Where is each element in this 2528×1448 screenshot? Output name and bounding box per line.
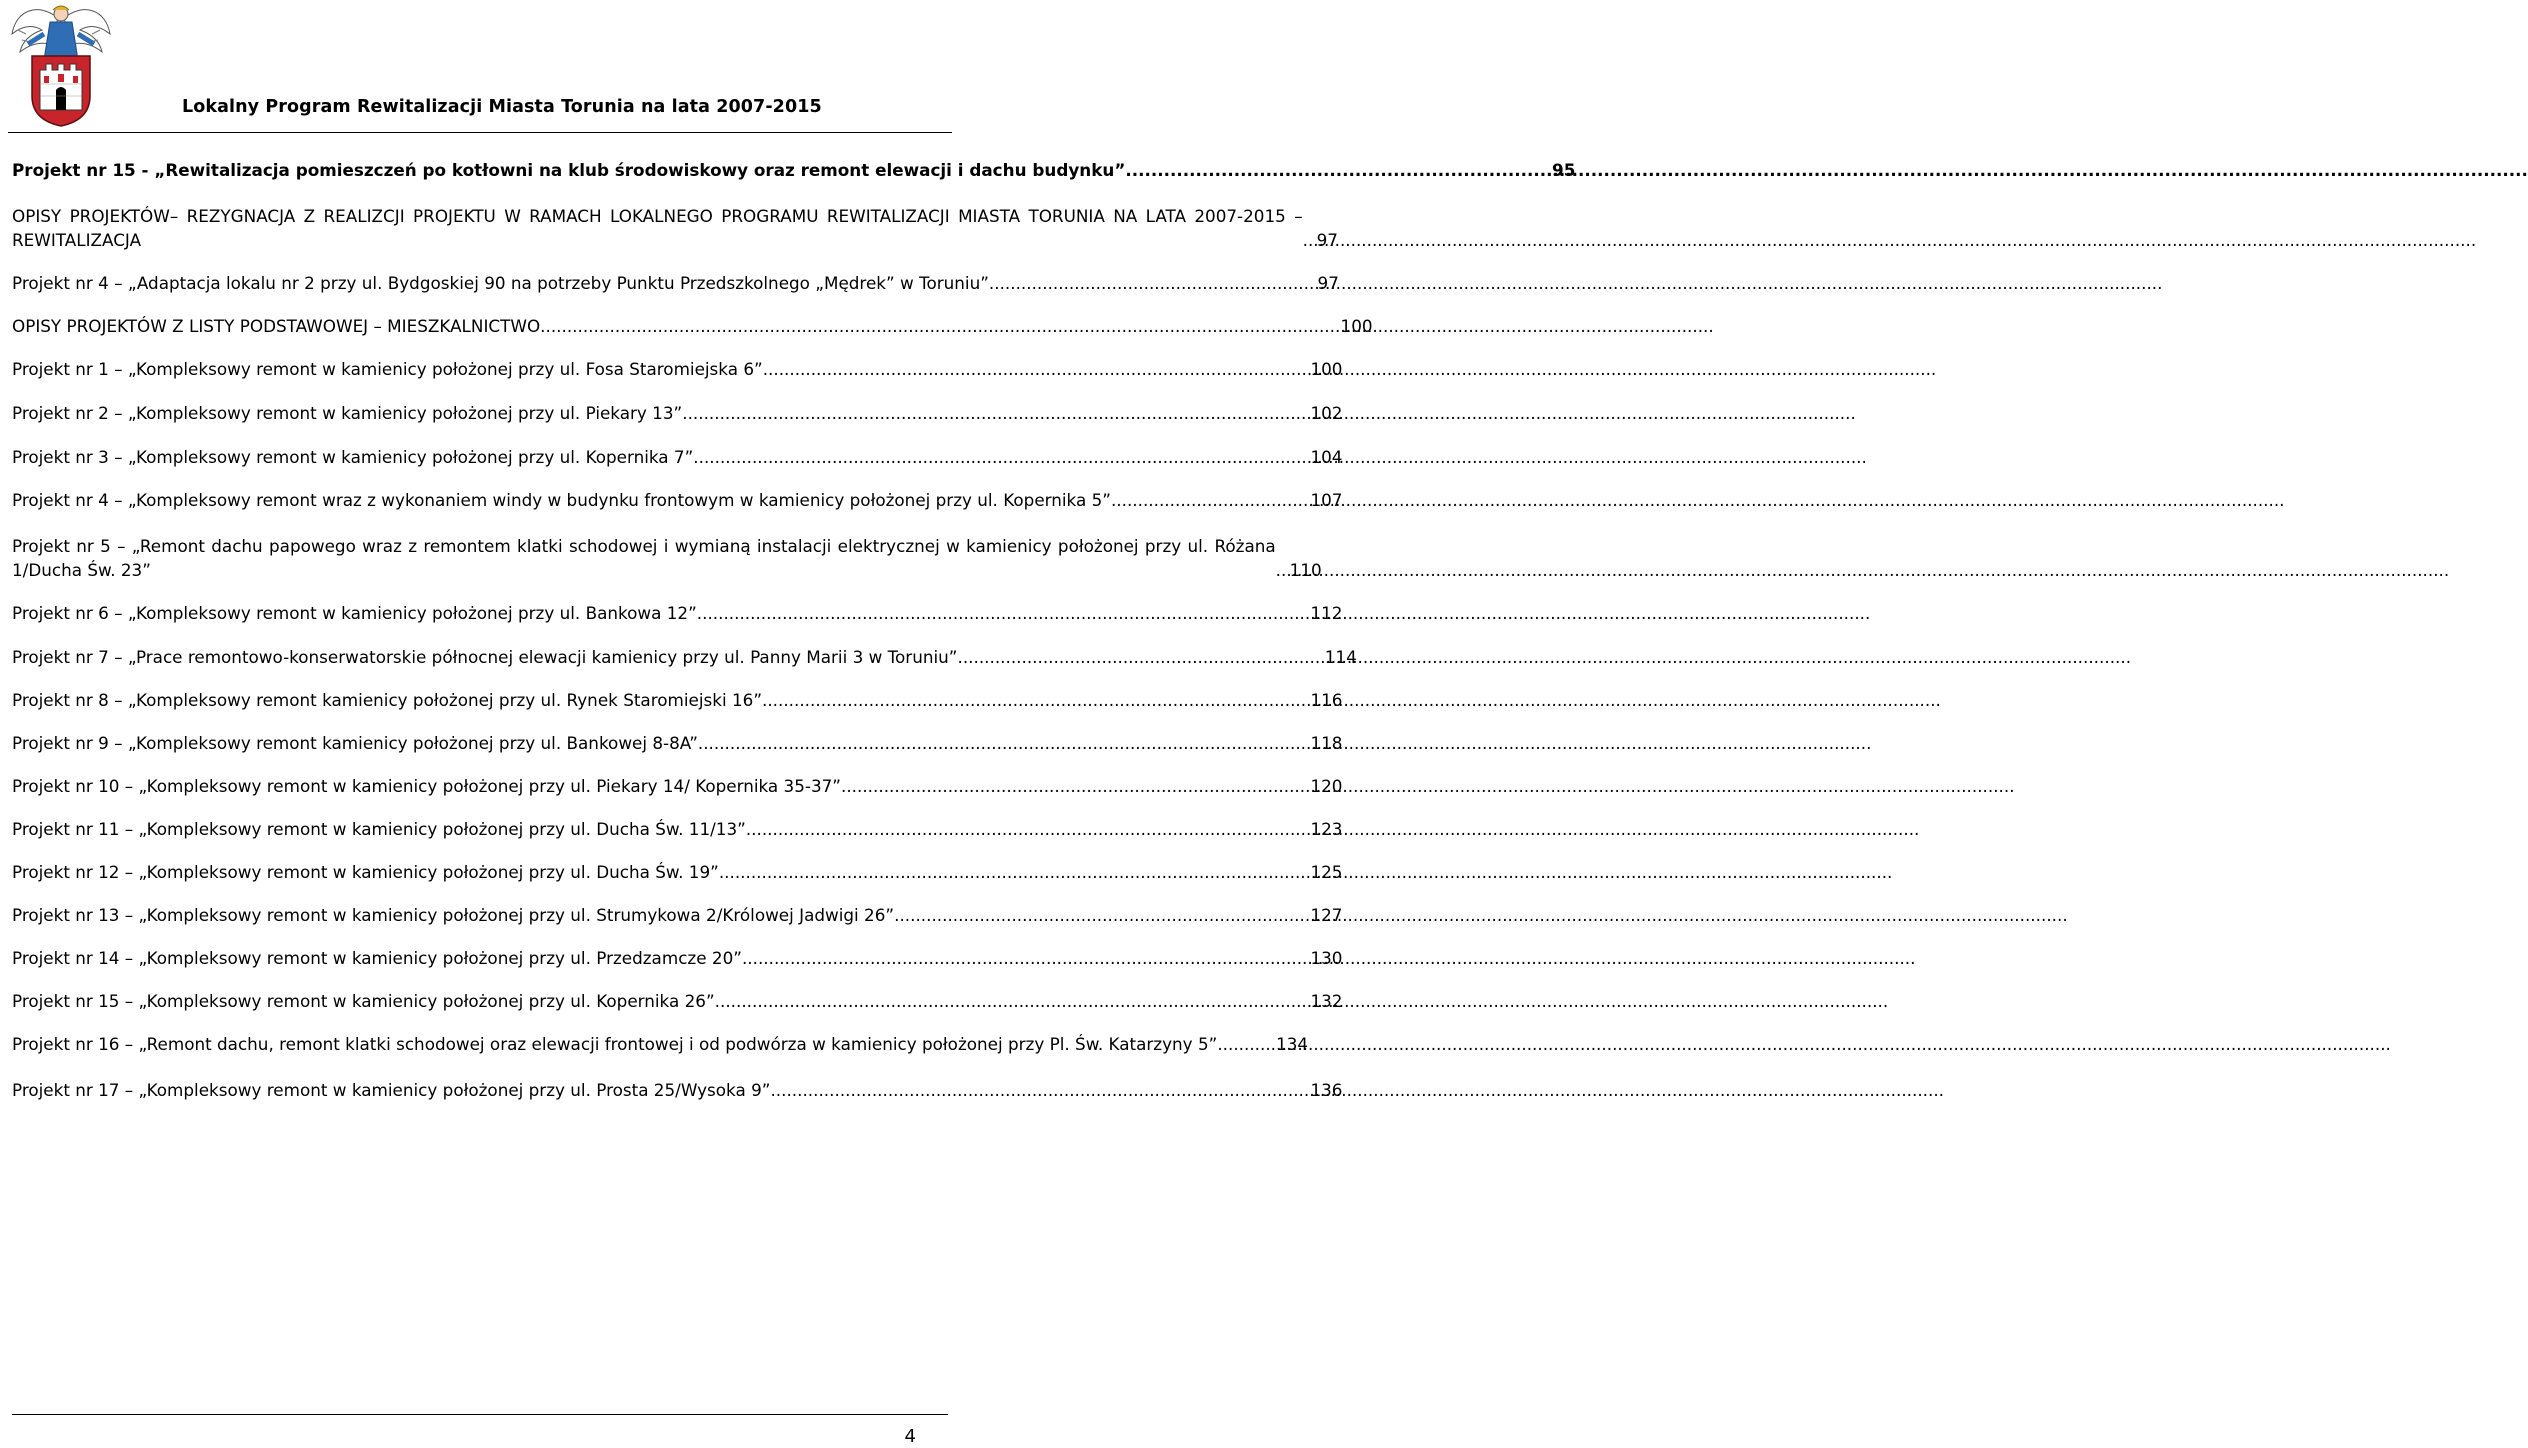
page-number: 4 bbox=[904, 1426, 916, 1447]
toc-page-number: 104 bbox=[1310, 447, 1343, 467]
toc-entry[interactable] bbox=[12, 314, 1373, 338]
footer-divider bbox=[12, 1414, 948, 1415]
toc-leader-dots bbox=[1217, 1032, 1274, 1056]
toc-leader-dots bbox=[746, 817, 1309, 841]
torun-coat-of-arms-logo bbox=[8, 0, 114, 128]
toc-leader-dots bbox=[763, 357, 1309, 381]
toc-entry-title: Projekt nr 3 – „Kompleksowy remont w kamienicy położonej przy ul. Kopernika 7” bbox=[12, 447, 694, 467]
toc-entry[interactable] bbox=[12, 688, 1343, 712]
table-of-contents bbox=[12, 158, 1576, 1102]
toc-entry[interactable] bbox=[12, 488, 1343, 512]
toc-entry[interactable] bbox=[12, 817, 1343, 841]
toc-entry[interactable] bbox=[12, 903, 1343, 927]
toc-entry[interactable] bbox=[12, 645, 1357, 669]
toc-entry-title: Projekt nr 4 – „Kompleksowy remont wraz z wykonaniem windy w budynku frontowym w kamienicy położonej przy ul. Kopernika 5” bbox=[12, 490, 1111, 510]
toc-page-number: 102 bbox=[1310, 403, 1343, 423]
toc-entry-title: Projekt nr 7 – „Prace remontowo-konserwatorskie północnej elewacji kamienicy przy ul. Panny Marii 3 w Toruniu” bbox=[12, 647, 958, 667]
header-divider bbox=[8, 132, 952, 133]
toc-entry-title: OPISY PROJEKTÓW– REZYGNACJA Z REALIZCJI PROJEKTU W RAMACH LOKALNEGO PROGRAMU REWITALIZACJI MIASTA TORUNIA NA LATA 2007-2015 – REWITALIZACJA bbox=[12, 206, 1303, 250]
toc-entry-title: Projekt nr 13 – „Kompleksowy remont w kamienicy położonej przy ul. Strumykowa 2/Królowej Jadwigi 26” bbox=[12, 905, 895, 925]
toc-entry-title: Projekt nr 8 – „Kompleksowy remont kamienicy położonej przy ul. Rynek Staromiejski 16”. bbox=[12, 690, 768, 710]
toc-leader-dots bbox=[1125, 158, 1550, 182]
toc-leader-dots bbox=[770, 1078, 1308, 1102]
toc-entry[interactable] bbox=[12, 601, 1343, 625]
toc-page-number: 136 bbox=[1310, 1080, 1343, 1100]
toc-entry[interactable] bbox=[12, 271, 1339, 295]
toc-entry-title: Projekt nr 17 – „Kompleksowy remont w kamienicy położonej przy ul. Prosta 25/Wysoka 9” bbox=[12, 1080, 771, 1100]
toc-entry-title: Projekt nr 1 – „Kompleksowy remont w kamienicy położonej przy ul. Fosa Staromiejska 6” bbox=[12, 359, 763, 379]
toc-leader-dots bbox=[1111, 488, 1308, 512]
toc-page-number: 127 bbox=[1310, 905, 1343, 925]
toc-entry-title: Projekt nr 2 – „Kompleksowy remont w kamienicy położonej przy ul. Piekary 13” bbox=[12, 403, 683, 423]
toc-leader-dots bbox=[957, 645, 1322, 669]
toc-entry[interactable] bbox=[12, 860, 1343, 884]
toc-entry[interactable] bbox=[12, 1078, 1343, 1102]
toc-entry-title: Projekt nr 14 – „Kompleksowy remont w kamienicy położonej przy ul. Przedzamcze 20” bbox=[12, 948, 742, 968]
toc-entry-title: Projekt nr 15 – „Kompleksowy remont w kamienicy położonej przy ul. Kopernika 26” bbox=[12, 991, 715, 1011]
toc-page-number: 123 bbox=[1310, 819, 1343, 839]
toc-entry[interactable] bbox=[12, 204, 1338, 252]
toc-entry[interactable] bbox=[12, 774, 1343, 798]
toc-page-number: 116 bbox=[1310, 690, 1343, 710]
toc-entry-title: OPISY PROJEKTÓW Z LISTY PODSTAWOWEJ – MIESZKALNICTWO bbox=[12, 316, 541, 336]
toc-entry[interactable] bbox=[12, 401, 1343, 425]
toc-leader-dots bbox=[1303, 228, 1315, 252]
toc-leader-dots bbox=[841, 774, 1308, 798]
toc-entry[interactable] bbox=[12, 989, 1343, 1013]
toc-entry[interactable] bbox=[12, 534, 1322, 582]
toc-entry[interactable] bbox=[12, 445, 1343, 469]
page-header bbox=[0, 0, 960, 135]
toc-entry-title: Projekt nr 12 – „Kompleksowy remont w kamienicy położonej przy ul. Ducha Św. 19” bbox=[12, 862, 719, 882]
toc-page-number: 107 bbox=[1310, 490, 1343, 510]
toc-leader-dots bbox=[1276, 558, 1288, 582]
toc-page-number: 134 bbox=[1276, 1034, 1309, 1054]
toc-entry-title: Projekt nr 9 – „Kompleksowy remont kamienicy położonej przy ul. Bankowej 8-8A” bbox=[12, 733, 698, 753]
toc-leader-dots bbox=[894, 903, 1308, 927]
toc-page-number: 132 bbox=[1310, 991, 1343, 1011]
toc-leader-dots bbox=[693, 445, 1308, 469]
toc-leader-dots bbox=[719, 860, 1309, 884]
toc-leader-dots bbox=[989, 271, 1316, 295]
toc-leader-dots bbox=[540, 314, 1338, 338]
toc-entry-title: Projekt nr 16 – „Remont dachu, remont klatki schodowej oraz elewacji frontowej i od podwórza w kamienicy położonej przy Pl. Św. Katarzyny 5” bbox=[12, 1034, 1218, 1054]
toc-leader-dots bbox=[767, 688, 1308, 712]
toc-leader-dots bbox=[715, 989, 1309, 1013]
toc-entry[interactable] bbox=[12, 946, 1343, 970]
toc-page-number: 97 bbox=[1317, 273, 1339, 293]
toc-entry-title: Projekt nr 11 – „Kompleksowy remont w kamienicy położonej przy ul. Ducha Św. 11/13” bbox=[12, 819, 746, 839]
toc-page-number: 125 bbox=[1310, 862, 1343, 882]
toc-leader-dots bbox=[697, 601, 1309, 625]
toc-entry[interactable] bbox=[12, 731, 1343, 755]
toc-page-number: 120 bbox=[1310, 776, 1343, 796]
toc-entry-title: Projekt nr 10 – „Kompleksowy remont w kamienicy położonej przy ul. Piekary 14/ Kopernika 35-37” bbox=[12, 776, 842, 796]
toc-entry[interactable] bbox=[12, 357, 1343, 381]
toc-entry[interactable] bbox=[12, 158, 1576, 182]
toc-entry-title: Projekt nr 15 - „Rewitalizacja pomieszczeń po kotłowni na klub środowiskowy oraz remont elewacji i dachu budynku” bbox=[12, 160, 1126, 180]
toc-leader-dots bbox=[698, 731, 1309, 755]
toc-page-number: 97 bbox=[1316, 230, 1338, 250]
toc-entry-title: Projekt nr 4 – „Adaptacja lokalu nr 2 przy ul. Bydgoskiej 90 na potrzeby Punktu Przedszkolnego „Mędrek” w Toruniu” bbox=[12, 273, 989, 293]
toc-leader-dots bbox=[742, 946, 1309, 970]
toc-page-number: 112 bbox=[1310, 603, 1343, 623]
toc-page-number: 95 bbox=[1552, 160, 1576, 180]
toc-page-number: 118 bbox=[1310, 733, 1343, 753]
toc-entry-title: Projekt nr 5 – „Remont dachu papowego wraz z remontem klatki schodowej i wymianą instalacji elektrycznej w kamienicy położonej przy ul. Różana 1/Ducha Św. 23” bbox=[12, 536, 1276, 580]
toc-page-number: 114 bbox=[1324, 647, 1357, 667]
toc-page-number: 130 bbox=[1310, 948, 1343, 968]
toc-leader-dots bbox=[682, 401, 1308, 425]
document-running-title: Lokalny Program Rewitalizacji Miasta Torunia na lata 2007-2015 bbox=[182, 97, 822, 117]
toc-page-number: 110 bbox=[1289, 560, 1322, 580]
toc-entry[interactable] bbox=[12, 1032, 1309, 1056]
toc-page-number: 100 bbox=[1310, 359, 1343, 379]
toc-entry-title: Projekt nr 6 – „Kompleksowy remont w kamienicy położonej przy ul. Bankowa 12” bbox=[12, 603, 697, 623]
toc-page-number: 100 bbox=[1340, 316, 1373, 336]
